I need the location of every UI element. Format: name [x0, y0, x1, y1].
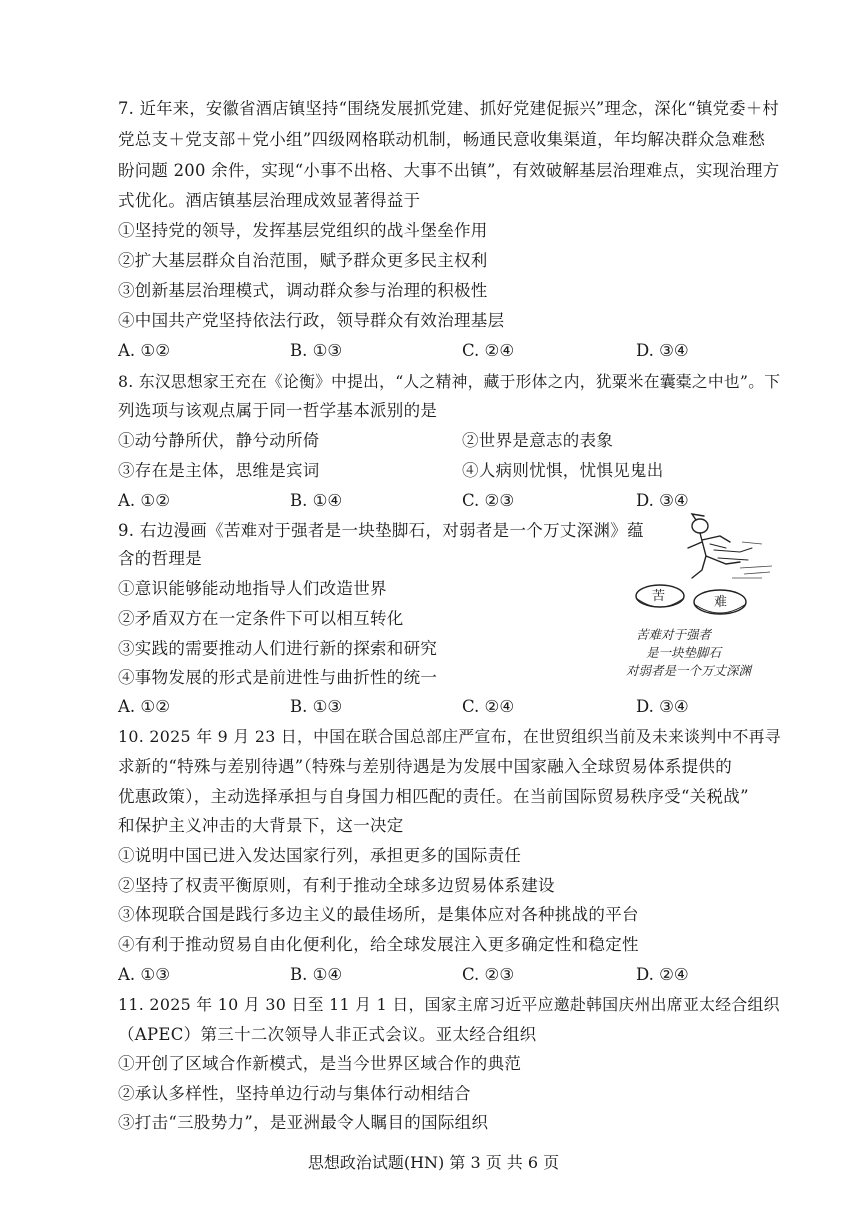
q7-item-2: ②扩大基层群众自治范围，赋予群众更多民主权利: [118, 251, 488, 270]
q7-choice-d: D. ③④: [636, 341, 689, 360]
q9-choice-c: C. ②④: [462, 697, 515, 716]
comic-caption-line-1: 苦难对于强者: [636, 627, 712, 642]
q10-stem-line-2: 求新的“特殊与差别待遇”（特殊与差别待遇是为发展中国家融入全球贸易体系提供的: [118, 757, 733, 776]
q10-item-4: ④有利于推动贸易自由化便利化，给全球发展注入更多确定性和稳定性: [118, 935, 639, 954]
comic-caption-line-3: 对弱者是一个万丈深渊: [626, 663, 752, 678]
q8-item-3: ③存在是主体，思维是宾词: [118, 461, 320, 480]
q8-item-2: ②世界是意志的表象: [462, 431, 614, 450]
q8-choice-b: B. ①④: [290, 491, 343, 510]
q7-stem-line-1: 7. 近年来，安徽省酒店镇坚持“围绕发展抓党建、抓好党建促振兴”理念，深化“镇党委＋村: [118, 99, 779, 118]
q10-choice-c: C. ②③: [462, 965, 515, 984]
q7-choice-c: C. ②④: [462, 341, 515, 360]
q9-choice-b: B. ①③: [290, 697, 343, 716]
q9-stem-line-1: 9. 右边漫画《苦难对于强者是一块垫脚石，对弱者是一个万丈深渊》蕴: [118, 521, 644, 540]
q7-stem-line-4: 式优化。酒店镇基层治理成效显著得益于: [118, 191, 421, 210]
q7-item-4: ④中国共产党坚持依法行政，领导群众有效治理基层: [118, 311, 505, 330]
q10-stem-line-1: 10. 2025 年 9 月 23 日，中国在联合国总部庄严宣布，在世贸组织当前及未来谈判中不再寻: [118, 727, 781, 746]
q11-item-2: ②承认多样性，坚持单边行动与集体行动相结合: [118, 1084, 471, 1103]
q11-item-1: ①开创了区域合作新模式，是当今世界区域合作的典范: [118, 1054, 522, 1073]
q10-item-3: ③体现联合国是践行多边主义的最佳场所，是集体应对各种挑战的平台: [118, 905, 639, 924]
q9-item-4: ④事物发展的形式是前进性与曲折性的统一: [118, 668, 438, 687]
q10-stem-line-4: 和保护主义冲击的大背景下，这一决定: [118, 816, 404, 835]
q10-stem-line-3: 优惠政策），主动选择承担与自身国力相匹配的责任。在当前国际贸易秩序受“关税战”: [118, 787, 749, 806]
q7-choice-b: B. ①③: [290, 341, 343, 360]
q8-item-4: ④人病则忧惧，忧惧见鬼出: [462, 461, 664, 480]
q9-item-1: ①意识能够能动地指导人们改造世界: [118, 579, 387, 598]
q7-choice-a: A. ①②: [118, 341, 170, 360]
q10-choice-a: A. ①③: [118, 965, 170, 984]
q8-stem-line-2: 列选项与该观点属于同一哲学基本派别的是: [118, 401, 438, 420]
q7-item-1: ①坚持党的领导，发挥基层党组织的战斗堡垒作用: [118, 221, 488, 240]
q8-choice-d: D. ③④: [636, 491, 689, 510]
q9-choice-a: A. ①②: [118, 697, 170, 716]
stone-right-label: 难: [714, 595, 728, 610]
q8-item-1: ①动兮静所伏，静兮动所倚: [118, 431, 320, 450]
q8-stem-line-1: 8. 东汉思想家王充在《论衡》中提出，“人之精神，藏于形体之内，犹粟米在囊橐之中也”。下: [118, 372, 781, 391]
q8-choice-a: A. ①②: [118, 491, 170, 510]
q8-choice-c: C. ②③: [462, 491, 515, 510]
q7-stem-line-2: 党总支＋党支部＋党小组”四级网格联动机制，畅通民意收集渠道，年均解决群众急难愁: [118, 130, 766, 149]
comic-drawing: [622, 512, 782, 622]
q9-item-3: ③实践的需要推动人们进行新的探索和研究: [118, 639, 438, 658]
q10-item-1: ①说明中国已进入发达国家行列，承担更多的国际责任: [118, 846, 522, 865]
q11-stem-line-2: （APEC）第三十二次领导人非正式会议。亚太经合组织: [118, 1025, 537, 1044]
q9-choice-d: D. ③④: [636, 697, 689, 716]
q11-stem-line-1: 11. 2025 年 10 月 30 日至 11 月 1 日，国家主席习近平应邀赴韩国庆州出席亚太经合组织: [118, 995, 780, 1014]
q7-stem-line-3: 盼问题 200 余件，实现“小事不出格、大事不出镇”，有效破解基层治理难点，实现治理方: [118, 161, 780, 180]
q7-item-3: ③创新基层治理模式，调动群众参与治理的积极性: [118, 281, 488, 300]
q10-choice-d: D. ②④: [636, 965, 689, 984]
comic-caption-line-2: 是一块垫脚石: [646, 645, 722, 660]
q10-choice-b: B. ①④: [290, 965, 343, 984]
q9-item-2: ②矛盾双方在一定条件下可以相互转化: [118, 609, 404, 628]
stone-left-label: 苦: [652, 589, 666, 604]
q9-comic: [622, 512, 782, 692]
page-footer: 思想政治试题(HN) 第 3 页 共 6 页: [307, 1153, 560, 1172]
q9-stem-line-2: 含的哲理是: [118, 549, 202, 568]
q11-item-3: ③打击“三股势力”，是亚洲最令人瞩目的国际组织: [118, 1113, 489, 1132]
q10-item-2: ②坚持了权责平衡原则，有利于推动全球多边贸易体系建设: [118, 876, 555, 895]
